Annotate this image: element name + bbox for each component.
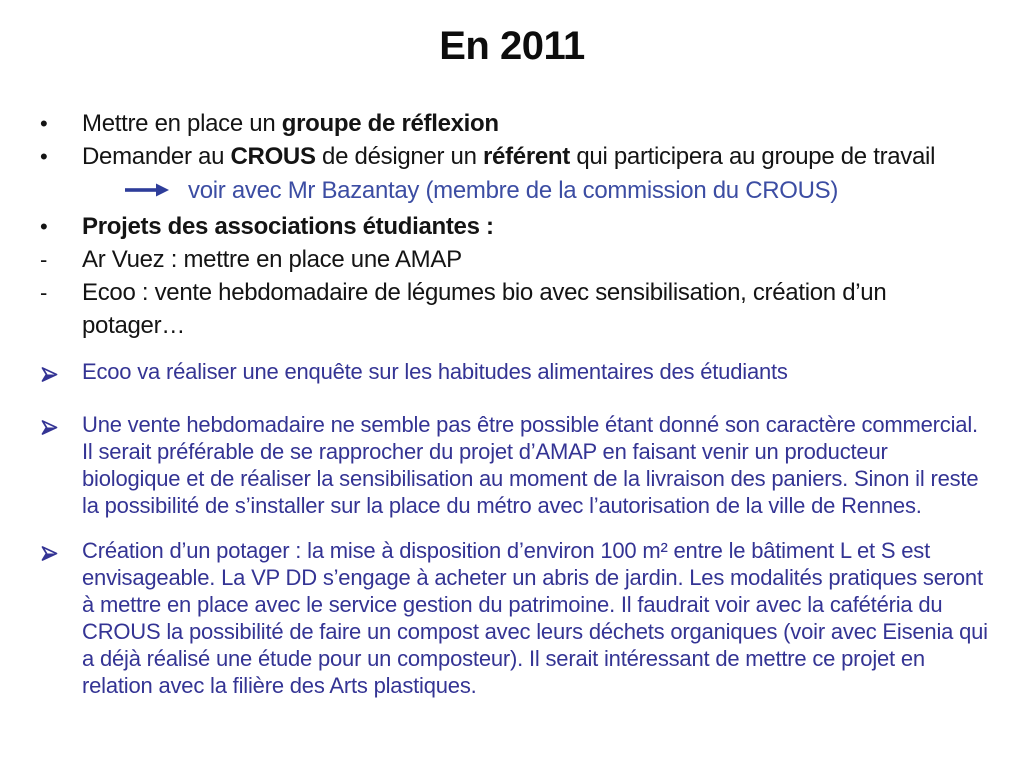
dash-bullet-icon: - [40, 280, 48, 305]
note-item-enquete [38, 358, 990, 389]
note-list [38, 358, 990, 699]
note-item-potager [38, 537, 990, 699]
bullet-text-normal: de désigner un [315, 143, 484, 170]
bullet-text-normal: Demander au [82, 143, 231, 170]
note-text: Une vente hebdomadaire ne semble pas être possible étant donné son caractère commercial. Il serait préférable de se rapprocher du projet d’AMAP en faisant venir un producteur biologique et de réaliser la sensibilisation au moment de la livraison des paniers. Sinon il reste la possibilité de s’installer sur la place du métro avec l’autorisation de la ville de Rennes. [82, 412, 979, 518]
bullet-text-normal: Mettre en place un [82, 110, 282, 137]
bullet-text [82, 107, 960, 140]
note-text: Ecoo va réaliser une enquête sur les habitudes alimentaires des étudiants [82, 359, 788, 384]
slide-body [0, 107, 1024, 699]
inline-annotation: voir avec Mr Bazantay (membre de la commission du CROUS) [188, 176, 839, 204]
sub-item-ecoo [38, 276, 990, 342]
sub-item-text: Ar Vuez : mettre en place une AMAP [82, 246, 462, 273]
bullet-text-bold: groupe de réflexion [281, 110, 499, 137]
dot-bullet-icon: • [40, 111, 48, 136]
bullet-text-bold: référent [483, 143, 570, 170]
bullet-item-groupe-reflexion [38, 107, 990, 140]
dot-bullet-icon: • [40, 144, 48, 169]
bullet-text-bold: CROUS [230, 143, 316, 170]
note-item-vente-hebdomadaire [38, 411, 990, 519]
note-text: Création d’un potager : la mise à disposition d’environ 100 m² entre le bâtiment L et S est envisageable. La VP DD s’engage à acheter un abris de jardin. Les modalités pratiques seront à mettre en place avec le service gestion du patrimoine. Il faudrait voir avec la cafétéria du CROUS la possibilité de faire un compost avec leurs déchets organiques (voir avec Eisenia qui a déjà réalisé une étude pour un composteur). Il serait intéressant de mettre ce projet en relation avec la filière des Arts plastiques. [82, 538, 988, 698]
dash-bullet-icon: - [40, 247, 48, 272]
arrowhead-bullet-icon [38, 537, 82, 568]
arrowhead-bullet-icon [38, 411, 82, 442]
bullet-item-demander-crous [38, 140, 990, 210]
dot-bullet-icon: • [40, 214, 48, 239]
right-arrow-icon [124, 173, 170, 206]
bullet-text-normal: qui participera au groupe de travail [569, 143, 936, 170]
arrowhead-bullet-icon [38, 358, 82, 389]
sub-item-ar-vuez [38, 243, 990, 276]
bullet-text-bold: Projets des associations étudiantes : [82, 213, 494, 240]
main-bullet-list [38, 107, 990, 342]
bullet-item-projets-associations [38, 210, 990, 243]
bullet-text [82, 140, 960, 210]
sub-item-text: Ecoo : vente hebdomadaire de légumes bio avec sensibilisation, création d’un potager… [82, 279, 887, 339]
slide-title: En 2011 [439, 24, 585, 68]
